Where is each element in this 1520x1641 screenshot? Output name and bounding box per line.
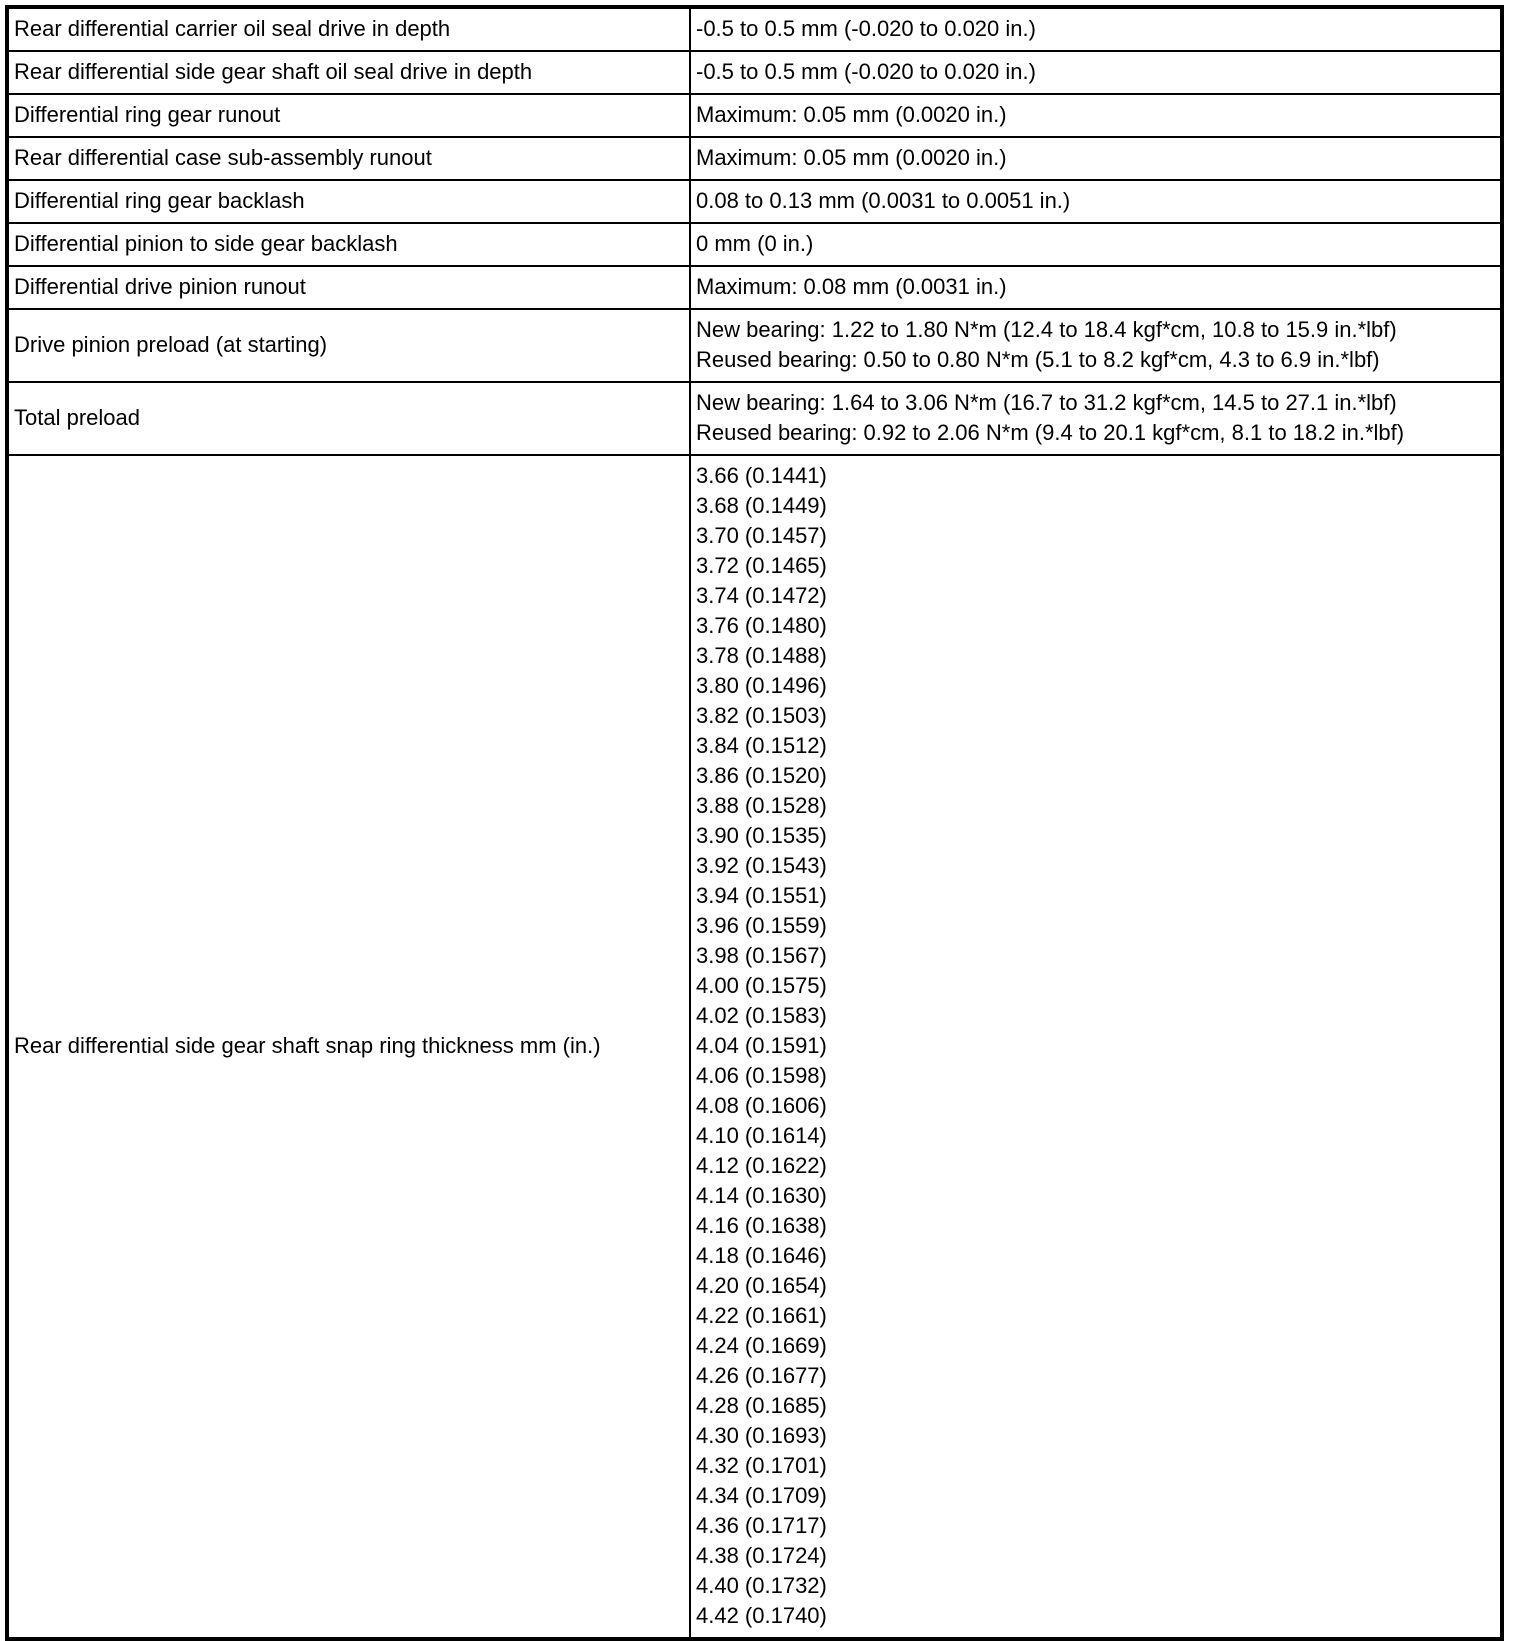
spec-value: 4.34 (0.1709) (696, 1483, 827, 1508)
item-cell: Rear differential case sub-assembly runout (7, 137, 690, 180)
spec-cell (690, 266, 1502, 309)
spec-value: 3.76 (0.1480) (696, 613, 827, 638)
table-row (7, 309, 1502, 382)
spec-value: 4.02 (0.1583) (696, 1003, 827, 1028)
spec-value: -0.5 to 0.5 mm (-0.020 to 0.020 in.) (696, 59, 1036, 84)
spec-value: 4.22 (0.1661) (696, 1303, 827, 1328)
spec-value: 0 mm (0 in.) (696, 231, 814, 256)
spec-value: 3.66 (0.1441) (696, 463, 827, 488)
spec-value: 3.68 (0.1449) (696, 493, 827, 518)
spec-value: Maximum: 0.05 mm (0.0020 in.) (696, 102, 1007, 127)
spec-value: 3.74 (0.1472) (696, 583, 827, 608)
item-cell: Rear differential side gear shaft snap ring thickness mm (in.) (7, 455, 690, 1639)
spec-value: 3.78 (0.1488) (696, 643, 827, 668)
spec-value: 4.16 (0.1638) (696, 1213, 827, 1238)
item-cell: Rear differential side gear shaft oil seal drive in depth (7, 51, 690, 94)
spec-cell (690, 94, 1502, 137)
item-cell: Drive pinion preload (at starting) (7, 309, 690, 382)
item-cell: Differential ring gear backlash (7, 180, 690, 223)
table-row (7, 7, 1502, 51)
table-row (7, 382, 1502, 455)
item-cell: Differential drive pinion runout (7, 266, 690, 309)
spec-cell (690, 223, 1502, 266)
spec-value: 4.32 (0.1701) (696, 1453, 827, 1478)
spec-value: Reused bearing: 0.50 to 0.80 N*m (5.1 to 8.2 kgf*cm, 4.3 to 6.9 in.*lbf) (696, 347, 1380, 372)
spec-cell (690, 382, 1502, 455)
spec-value: 4.26 (0.1677) (696, 1363, 827, 1388)
spec-value: Maximum: 0.05 mm (0.0020 in.) (696, 145, 1007, 170)
spec-value: 3.70 (0.1457) (696, 523, 827, 548)
spec-cell (690, 309, 1502, 382)
spec-cell (690, 51, 1502, 94)
spec-value: 3.72 (0.1465) (696, 553, 827, 578)
spec-value: 4.30 (0.1693) (696, 1423, 827, 1448)
spec-value: 3.82 (0.1503) (696, 703, 827, 728)
spec-value: 4.40 (0.1732) (696, 1573, 827, 1598)
spec-value: 3.90 (0.1535) (696, 823, 827, 848)
spec-value: 0.08 to 0.13 mm (0.0031 to 0.0051 in.) (696, 188, 1071, 213)
spec-value: 3.92 (0.1543) (696, 853, 827, 878)
spec-value: 3.98 (0.1567) (696, 943, 827, 968)
spec-value: 3.86 (0.1520) (696, 763, 827, 788)
spec-value: 4.06 (0.1598) (696, 1063, 827, 1088)
table-row (7, 180, 1502, 223)
spec-value: New bearing: 1.22 to 1.80 N*m (12.4 to 18.4 kgf*cm, 10.8 to 15.9 in.*lbf) (696, 317, 1397, 342)
spec-value: 3.84 (0.1512) (696, 733, 827, 758)
table-row (7, 266, 1502, 309)
spec-value: 4.12 (0.1622) (696, 1153, 827, 1178)
spec-value: Maximum: 0.08 mm (0.0031 in.) (696, 274, 1007, 299)
table-row (7, 455, 1502, 1639)
item-cell: Total preload (7, 382, 690, 455)
table-row (7, 223, 1502, 266)
spec-value: 3.94 (0.1551) (696, 883, 827, 908)
spec-value: -0.5 to 0.5 mm (-0.020 to 0.020 in.) (696, 16, 1036, 41)
spec-value: 4.04 (0.1591) (696, 1033, 827, 1058)
spec-value: 4.36 (0.1717) (696, 1513, 827, 1538)
spec-value: 3.96 (0.1559) (696, 913, 827, 938)
spec-cell (690, 455, 1502, 1639)
spec-value: 4.42 (0.1740) (696, 1603, 827, 1628)
spec-cell (690, 137, 1502, 180)
spec-value: 4.10 (0.1614) (696, 1123, 827, 1148)
spec-value: New bearing: 1.64 to 3.06 N*m (16.7 to 31.2 kgf*cm, 14.5 to 27.1 in.*lbf) (696, 390, 1397, 415)
spec-value: 4.28 (0.1685) (696, 1393, 827, 1418)
spec-value: 4.00 (0.1575) (696, 973, 827, 998)
spec-value: 4.14 (0.1630) (696, 1183, 827, 1208)
spec-value: 4.18 (0.1646) (696, 1243, 827, 1268)
table-row (7, 51, 1502, 94)
spec-value: 4.20 (0.1654) (696, 1273, 827, 1298)
spec-value: 4.24 (0.1669) (696, 1333, 827, 1358)
specification-table-body (7, 7, 1502, 1639)
table-row (7, 94, 1502, 137)
spec-value: 4.08 (0.1606) (696, 1093, 827, 1118)
spec-value: 3.80 (0.1496) (696, 673, 827, 698)
item-cell: Rear differential carrier oil seal drive in depth (7, 7, 690, 51)
item-cell: Differential pinion to side gear backlash (7, 223, 690, 266)
table-row (7, 137, 1502, 180)
spec-value: Reused bearing: 0.92 to 2.06 N*m (9.4 to 20.1 kgf*cm, 8.1 to 18.2 in.*lbf) (696, 420, 1405, 445)
spec-value: 4.38 (0.1724) (696, 1543, 827, 1568)
spec-cell (690, 180, 1502, 223)
spec-cell (690, 7, 1502, 51)
spec-value: 3.88 (0.1528) (696, 793, 827, 818)
specification-table (5, 5, 1504, 1641)
item-cell: Differential ring gear runout (7, 94, 690, 137)
